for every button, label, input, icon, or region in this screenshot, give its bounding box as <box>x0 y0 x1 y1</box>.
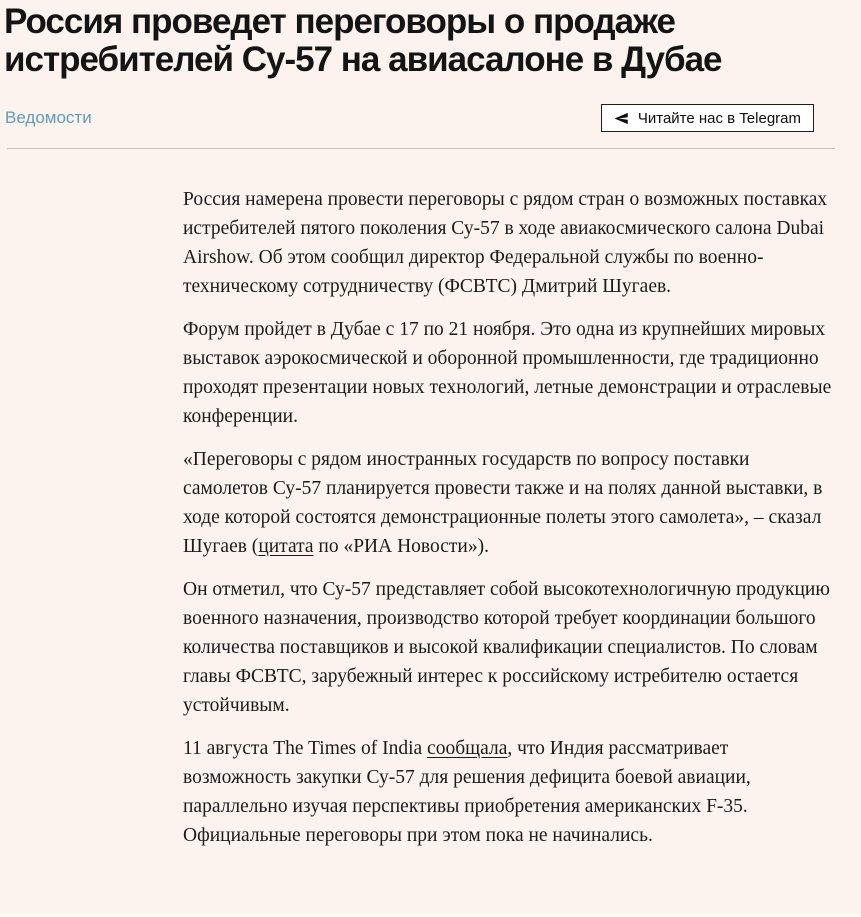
meta-row <box>0 104 861 132</box>
paragraph-text: 11 августа The Times of India <box>183 738 428 759</box>
paragraph <box>183 734 833 850</box>
paragraph <box>183 185 833 301</box>
paragraph-text: по «РИА Новости»). <box>313 536 489 557</box>
source-link[interactable]: Ведомости <box>5 108 92 127</box>
times-of-india-report-link[interactable]: сообщала <box>427 738 508 759</box>
telegram-paper-plane-icon <box>614 111 629 126</box>
article-body <box>0 149 861 850</box>
paragraph-text: , что Индия рассматривает возможность закупки Су-57 для решения дефицита боевой авиации, параллельно изучая перспективы приобретения американских F-35. Официальные переговоры при этом пока не начинались. <box>183 738 751 846</box>
paragraph-text: Форум пройдет в Дубае с 17 по 21 ноября. Это одна из крупнейших мировых выставок аэрокосмической и оборонной промышленности, где традиционно проходят презентации новых технологий, летные демонстрации и отраслевые конференции. <box>183 319 832 427</box>
citation-link[interactable]: цитата <box>258 536 314 557</box>
paragraph-text: «Переговоры с рядом иностранных государств по вопросу поставки самолетов Су-57 планируется провести также и на полях данной выставки, в ходе которой состоятся демонстрационные полеты этого самолета», – сказал Шугаев ( <box>183 449 823 557</box>
telegram-button[interactable] <box>601 104 814 132</box>
paragraph <box>183 575 833 720</box>
paragraph <box>183 445 833 561</box>
telegram-button-label: Читайте нас в Telegram <box>637 109 801 127</box>
paragraph <box>183 315 833 431</box>
page-title: Россия проведет переговоры о продаже истребителей Су-57 на авиасалоне в Дубае <box>4 2 722 79</box>
paragraph-text: Он отметил, что Су-57 представляет собой высокотехнологичную продукцию военного назначения, производство которой требует координации большого количества поставщиков и высокой квалификации специалистов. По словам главы ФСВТС, зарубежный интерес к российскому истребителю остается устойчивым. <box>183 579 830 716</box>
paragraph-text: Россия намерена провести переговоры с рядом стран о возможных поставках истребителей пятого поколения Су-57 в ходе авиакосмического салона Dubai Airshow. Об этом сообщил директор Федеральной службы по военно-техническому сотрудничеству (ФСВТС) Дмитрий Шугаев. <box>183 189 828 297</box>
